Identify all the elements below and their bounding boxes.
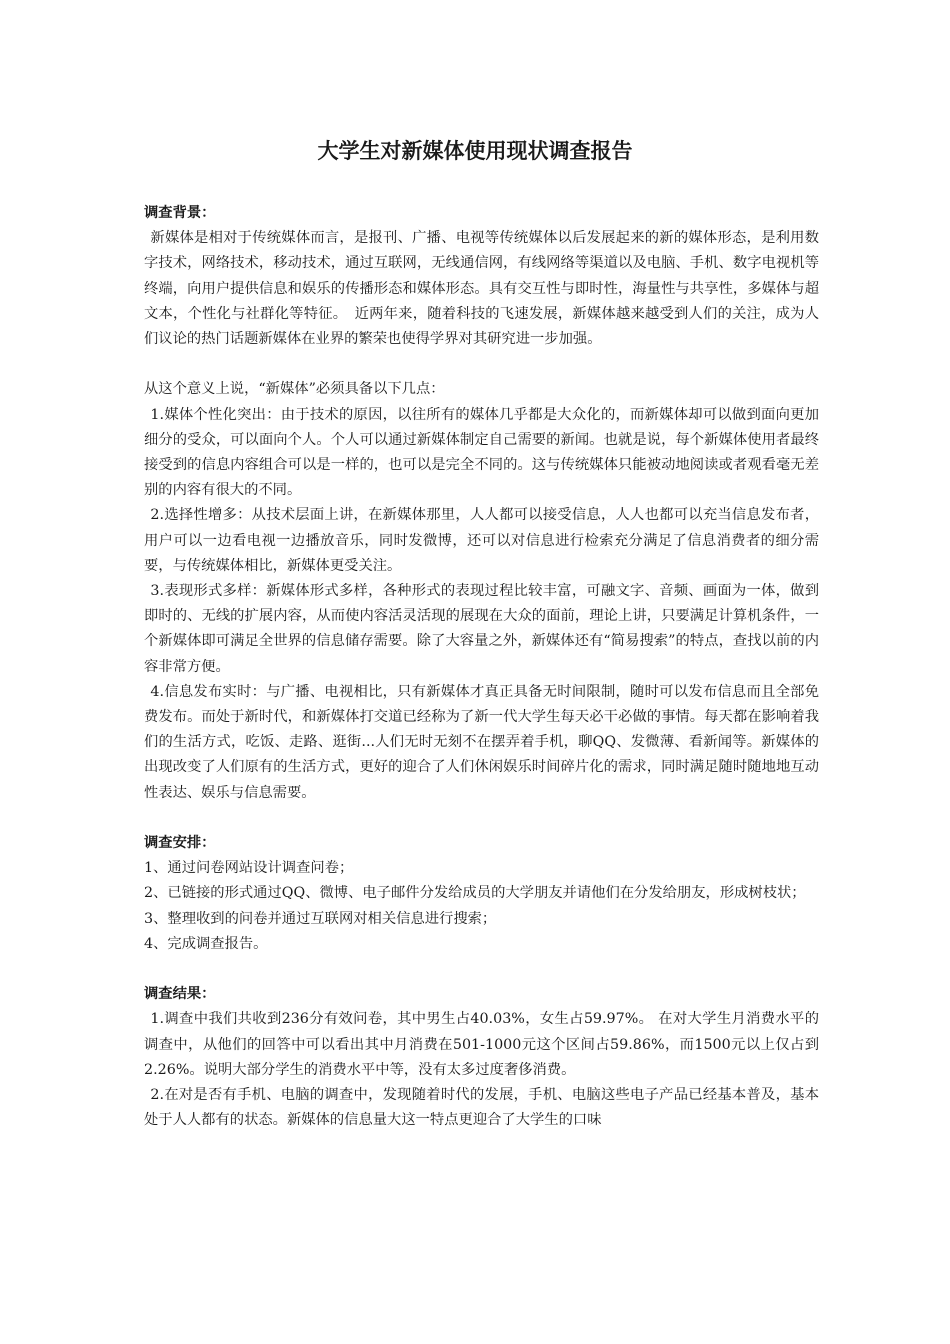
arrangement-item-4: 4、完成调查报告。 bbox=[144, 935, 268, 952]
section-heading-results: 调查结果： bbox=[144, 986, 216, 1003]
meaning-point-4: 4.信息发布实时：与广播、电视相比，只有新媒体才真正具备无时间限制，随时可以发布信息而且全部免费发布。而处于新时代，和新媒体打交道已经称为了新一代大学生每天必干必做的事情。每天都在影响着我们的生活方式，吃饭、走路、逛街...人们无时无刻不在摆弄着手机，聊QQ、发微薄、看新闻等。新媒体的出现改变了人们原有的生活方式，更好的迎合了人们休闲娱乐时间碎片化的需求，同时满足随时随地地互动性表达、娱乐与信息需要。 bbox=[144, 683, 819, 801]
blank-line bbox=[144, 352, 819, 377]
arrangement-item-2: 2、已链接的形式通过QQ、微博、电子邮件分发给成员的大学朋友并请他们在分发给朋友，形成树枝状； bbox=[144, 885, 806, 902]
blank-line bbox=[144, 806, 819, 831]
results-point-2: 2.在对是否有手机、电脑的调查中，发现随着时代的发展，手机、电脑这些电子产品已经基本普及，基本处于人人都有的状态。新媒体的信息量大这一特点更迎合了大学生的口味 bbox=[144, 1087, 819, 1129]
arrangement-item-3: 3、整理收到的问卷并通过互联网对相关信息进行搜索； bbox=[144, 910, 497, 927]
arrangement-item-1: 1、通过问卷网站设计调查问卷； bbox=[144, 860, 354, 877]
results-point-1: 1.调查中我们共收到236分有效问卷，其中男生占40.03%，女生占59.97%。 在对大学生月消费水平的调查中，从他们的回答中可以看出其中月消费在501-1000元这个区间占59.86%，而1500元以上仅占到2.26%。说明大部分学生的消费水平中等，没有太多过度奢侈消费。 bbox=[144, 1011, 819, 1078]
section-heading-arrangement: 调查安排： bbox=[144, 835, 216, 852]
meaning-point-3: 3.表现形式多样：新媒体形式多样，各种形式的表现过程比较丰富，可融文字、音频、画面为一体，做到即时的、无线的扩展内容，从而使内容活灵活现的展现在大众的面前，理论上讲，只要满足计算机条件，一个新媒体即可满足全世界的信息储存需要。除了大容量之外，新媒体还有“简易搜索”的特点，查找以前的内容非常方便。 bbox=[144, 583, 819, 675]
meaning-intro: 从这个意义上说，“新媒体”必须具备以下几点： bbox=[144, 381, 445, 398]
document-title: 大学生对新媒体使用现状调查报告 bbox=[317, 138, 633, 163]
section-heading-background: 调查背景： bbox=[144, 205, 216, 221]
document-body bbox=[144, 201, 819, 1133]
background-paragraph: 新媒体是相对于传统媒体而言，是报刊、广播、电视等传统媒体以后发展起来的新的媒体形态，是利用数字技术，网络技术，移动技术，通过互联网，无线通信网，有线网络等渠道以及电脑、手机、数字电视机等终端，向用户提供信息和娱乐的传播形态和媒体形态。具有交互性与即时性，海量性与共享性，多媒体与超文本，个性化与社群化等特征。 近两年来，随着科技的飞速发展，新媒体越来越受到人们的关注，成为人们议论的热门话题新媒体在业界的繁荣也使得学界对其研究进一步加强。 bbox=[144, 230, 819, 348]
blank-line bbox=[144, 957, 819, 982]
meaning-point-1: 1.媒体个性化突出：由于技术的原因，以往所有的媒体几乎都是大众化的，而新媒体却可以做到面向更加细分的受众，可以面向个人。个人可以通过新媒体制定自己需要的新闻。也就是说，每个新媒体使用者最终接受到的信息内容组合可以是一样的，也可以是完全不同的。这与传统媒体只能被动地阅读或者观看毫无差别的内容有很大的不同。 bbox=[144, 406, 819, 499]
meaning-point-2: 2.选择性增多：从技术层面上讲，在新媒体那里，人人都可以接受信息，人人也都可以充当信息发布者，用户可以一边看电视一边播放音乐，同时发微博，还可以对信息进行检索充分满足了信息消费者的细分需要，与传统媒体相比，新媒体更受关注。 bbox=[144, 507, 819, 574]
